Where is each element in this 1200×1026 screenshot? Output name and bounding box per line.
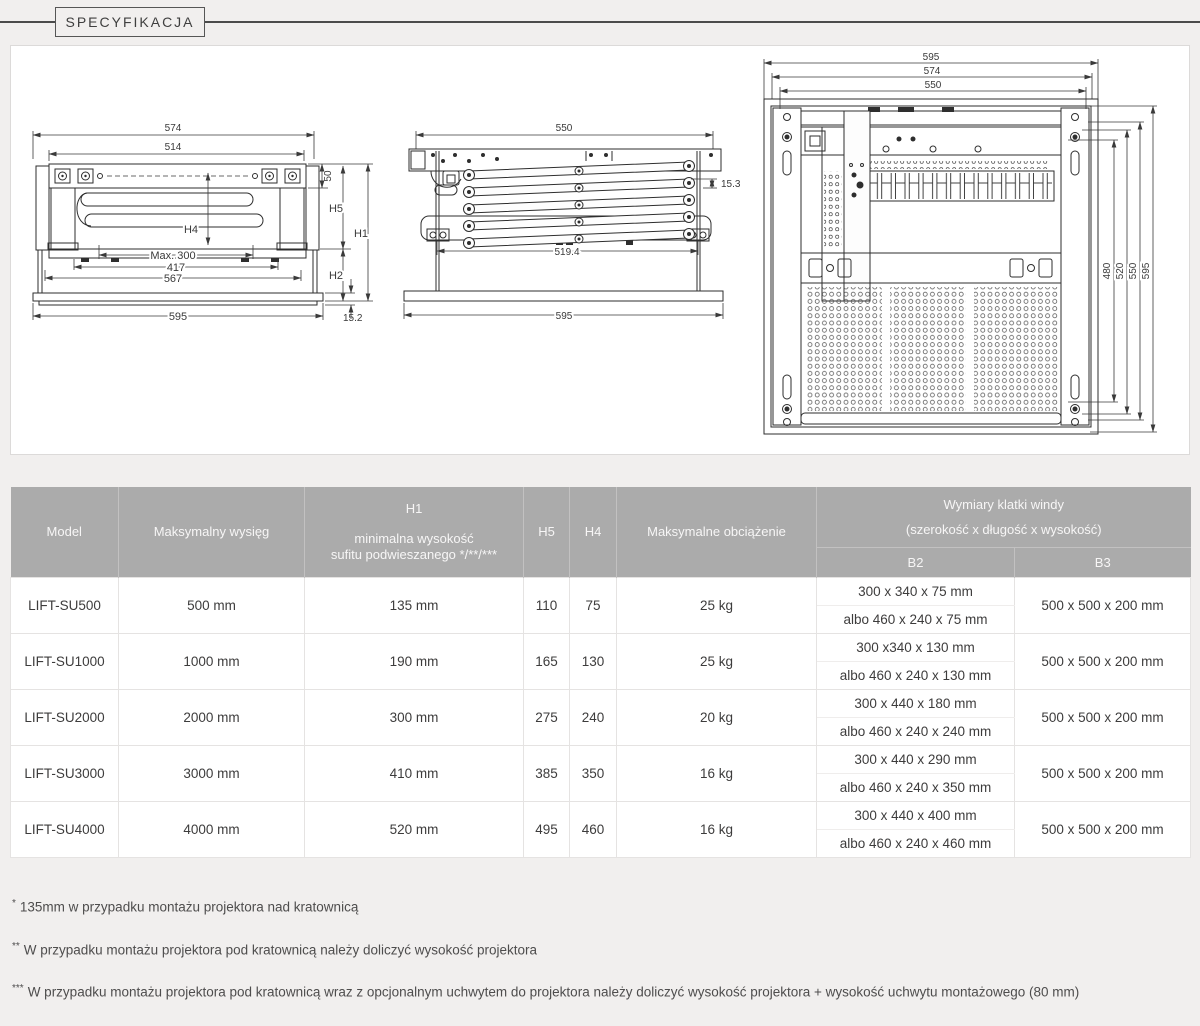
footnote-3-marker: *** (12, 983, 24, 994)
footnote-1-marker: * (12, 898, 16, 909)
table-row (11, 633, 1191, 661)
top-dim-550-right: 550 (1128, 262, 1139, 280)
top-view-drawing (756, 53, 1166, 453)
cell-load: 20 kg (617, 689, 817, 745)
cell-h4: 130 (570, 633, 617, 689)
specification-table (10, 487, 1191, 858)
front-dim-595: 595 (168, 311, 188, 323)
cell-b2-primary: 300 x 440 x 180 mm (817, 689, 1015, 717)
top-dim-520: 520 (1115, 262, 1126, 280)
cell-b2-primary: 300 x 340 x 75 mm (817, 577, 1015, 605)
cell-h1: 520 mm (305, 801, 524, 857)
front-dim-567: 567 (163, 273, 183, 285)
top-dim-595-top: 595 (922, 53, 940, 63)
col-header-h4: H4 (570, 487, 617, 577)
cell-h4: 240 (570, 689, 617, 745)
top-dim-595-right: 595 (1141, 262, 1152, 280)
footnote-3-text: W przypadku montażu projektora pod kratownicą wraz z opcjonalnym uchwytem do projektora należy doliczyć wysokość projektora + wysokość uchwytu montażowego (80 mm) (27, 984, 1080, 1000)
cell-b2-alternative: albo 460 x 240 x 460 mm (817, 829, 1015, 857)
cell-b3: 500 x 500 x 200 mm (1015, 633, 1191, 689)
cage-subtitle: (szerokość x długość x wysokość) (905, 521, 1102, 537)
front-dim-417: 417 (166, 262, 186, 274)
cell-model: LIFT-SU3000 (11, 745, 119, 801)
cell-b2-primary: 300 x 440 x 400 mm (817, 801, 1015, 829)
cell-h1: 410 mm (305, 745, 524, 801)
cell-b3: 500 x 500 x 200 mm (1015, 801, 1191, 857)
col-header-b3: B3 (1015, 547, 1191, 577)
section-title (55, 7, 205, 37)
col-header-max-load: Maksymalne obciążenie (617, 487, 817, 577)
cell-h5: 275 (524, 689, 570, 745)
technical-drawings-panel (10, 45, 1190, 455)
cell-h5: 385 (524, 745, 570, 801)
side-dim-595: 595 (555, 311, 573, 322)
cell-b3: 500 x 500 x 200 mm (1015, 689, 1191, 745)
cage-title: Wymiary klatki windy (943, 496, 1064, 512)
col-header-model: Model (11, 487, 119, 577)
front-dim-h2: H2 (328, 270, 344, 282)
cell-load: 16 kg (617, 801, 817, 857)
cell-b2-alternative: albo 460 x 240 x 350 mm (817, 773, 1015, 801)
cell-model: LIFT-SU2000 (11, 689, 119, 745)
cell-load: 25 kg (617, 633, 817, 689)
table-row (11, 745, 1191, 773)
top-dim-574: 574 (923, 66, 941, 77)
front-dim-h4: H4 (183, 224, 199, 236)
cell-model: LIFT-SU4000 (11, 801, 119, 857)
cell-h4: 350 (570, 745, 617, 801)
footnote-2-text: W przypadku montażu projektora pod kratownicą należy doliczyć wysokość projektora (23, 942, 538, 957)
cell-h1: 190 mm (305, 633, 524, 689)
table-row (11, 801, 1191, 829)
h1-title: H1 (405, 500, 423, 516)
cell-b2-alternative: albo 460 x 240 x 130 mm (817, 661, 1015, 689)
front-dim-574: 574 (164, 123, 182, 134)
footnote-3 (12, 983, 1192, 1000)
h1-subtitle-1: minimalna wysokość (354, 530, 474, 546)
front-dim-514: 514 (164, 142, 182, 153)
table-row (11, 689, 1191, 717)
cell-h5: 165 (524, 633, 570, 689)
cell-h5: 110 (524, 577, 570, 633)
cell-h1: 135 mm (305, 577, 524, 633)
footnotes (12, 898, 1192, 1026)
footnote-1-text: 135mm w przypadku montażu projektora nad kratownicą (19, 899, 359, 915)
cell-b3: 500 x 500 x 200 mm (1015, 577, 1191, 633)
front-dim-50: 50 (323, 170, 334, 182)
side-dim-519-4: 519.4 (554, 247, 580, 258)
cell-b2-primary: 300 x340 x 130 mm (817, 633, 1015, 661)
cell-h5: 495 (524, 801, 570, 857)
cell-load: 16 kg (617, 745, 817, 801)
cell-max-extension: 2000 mm (119, 689, 305, 745)
col-header-b2: B2 (817, 547, 1015, 577)
cell-max-extension: 1000 mm (119, 633, 305, 689)
cell-load: 25 kg (617, 577, 817, 633)
cell-h4: 75 (570, 577, 617, 633)
footnote-2-marker: ** (12, 940, 20, 952)
cell-max-extension: 4000 mm (119, 801, 305, 857)
top-dim-480: 480 (1102, 262, 1113, 280)
front-dim-15-2: 15.2 (343, 313, 363, 324)
cell-max-extension: 500 mm (119, 577, 305, 633)
footnote-2 (12, 941, 1192, 958)
cell-model: LIFT-SU1000 (11, 633, 119, 689)
front-dim-max300: Max. 300 (150, 250, 196, 262)
side-view-drawing (391, 109, 751, 337)
col-header-h5: H5 (524, 487, 570, 577)
col-header-h1 (305, 487, 524, 577)
cell-h1: 300 mm (305, 689, 524, 745)
cell-b2-primary: 300 x 440 x 290 mm (817, 745, 1015, 773)
front-dim-h5: H5 (328, 203, 344, 215)
side-dim-550: 550 (555, 123, 573, 134)
front-dim-h1: H1 (353, 228, 369, 240)
top-dim-550-top: 550 (924, 80, 942, 91)
front-view-drawing (21, 109, 386, 337)
section-title-label: SPECYFIKACJA (65, 14, 195, 30)
side-dim-15-3: 15.3 (721, 179, 741, 190)
cell-b2-alternative: albo 460 x 240 x 240 mm (817, 717, 1015, 745)
col-header-cage-dimensions (817, 487, 1191, 547)
cell-h4: 460 (570, 801, 617, 857)
cell-b2-alternative: albo 460 x 240 x 75 mm (817, 605, 1015, 633)
cell-b3: 500 x 500 x 200 mm (1015, 745, 1191, 801)
col-header-max-extension: Maksymalny wysięg (119, 487, 305, 577)
h1-subtitle-2: sufitu podwieszanego */**/*** (330, 546, 498, 562)
cell-max-extension: 3000 mm (119, 745, 305, 801)
table-row (11, 577, 1191, 605)
cell-model: LIFT-SU500 (11, 577, 119, 633)
footnote-1 (12, 898, 1192, 915)
